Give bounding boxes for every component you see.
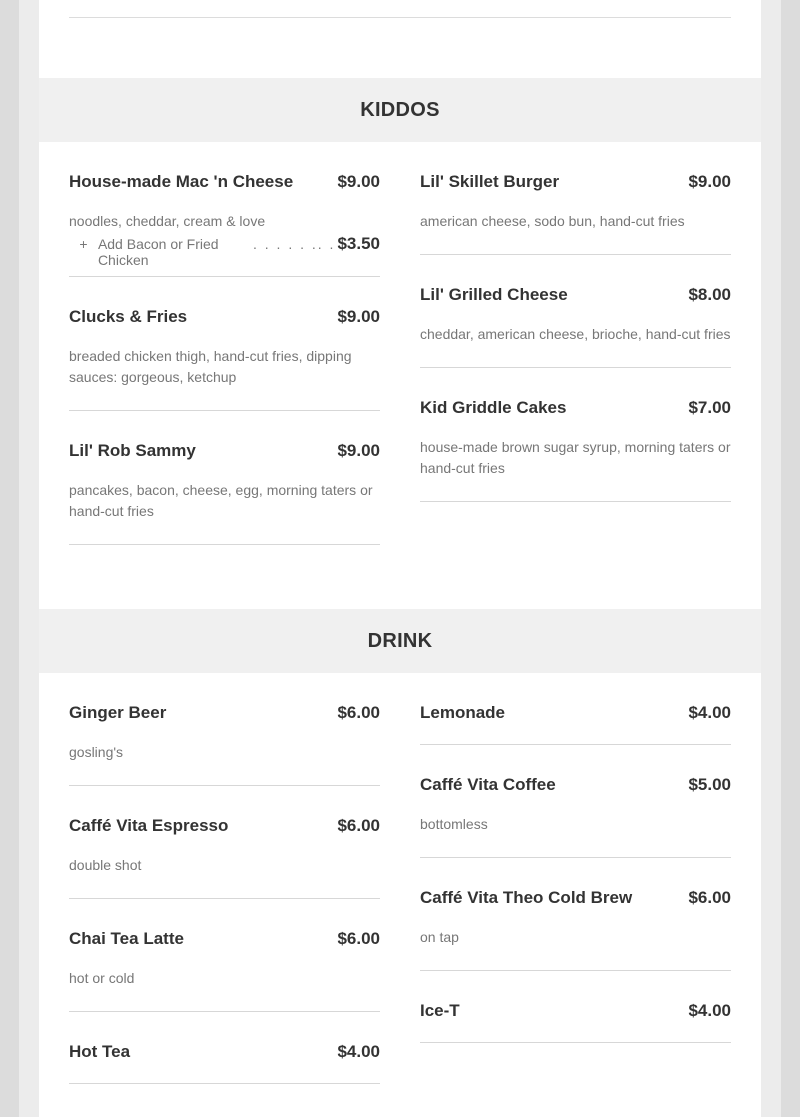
item-price: $9.00	[337, 172, 380, 191]
plus-icon: +	[79, 236, 88, 252]
item-price: $9.00	[337, 307, 380, 326]
item-name: Caffé Vita Coffee	[420, 775, 556, 794]
menu-item-ice-t	[420, 1001, 731, 1043]
menu-item-lemonade	[420, 703, 731, 745]
addon-price: $3.50	[337, 234, 380, 253]
menu-item-theo-cold-brew	[420, 888, 731, 971]
item-description: american cheese, sodo bun, hand-cut fries	[420, 213, 685, 229]
item-description: cheddar, american cheese, brioche, hand-cut fries	[420, 326, 731, 342]
item-name: Caffé Vita Espresso	[69, 816, 229, 835]
item-description: gosling's	[69, 744, 124, 760]
menu-item-lil-skillet-burger	[420, 172, 731, 255]
section-title-drink: DRINK	[39, 609, 761, 673]
item-price: $4.00	[337, 1042, 380, 1061]
item-description: house-made brown sugar syrup, morning taters or hand-cut fries	[420, 439, 731, 476]
item-name: Ginger Beer	[69, 703, 167, 722]
item-name: Ice-T	[420, 1001, 460, 1020]
item-description: breaded chicken thigh, hand-cut fries, dipping sauces: gorgeous, ketchup	[69, 348, 352, 385]
item-price: $6.00	[688, 888, 731, 907]
item-price: $6.00	[337, 703, 380, 722]
item-price: $4.00	[688, 703, 731, 722]
item-price: $5.00	[688, 775, 731, 794]
divider	[69, 17, 731, 18]
menu-item-clucks-fries	[69, 307, 380, 411]
previous-section-card	[39, 0, 761, 78]
item-addon	[69, 234, 380, 268]
item-description: double shot	[69, 857, 142, 873]
item-price: $6.00	[337, 929, 380, 948]
item-price: $7.00	[688, 398, 731, 417]
item-name: Kid Griddle Cakes	[420, 398, 567, 417]
addon-label: Add Bacon or Fried Chicken	[97, 236, 219, 268]
item-description: bottomless	[420, 816, 488, 832]
menu-item-caffe-vita-espresso	[69, 816, 380, 899]
menu-item-chai-tea-latte	[69, 929, 380, 1012]
menu-item-ginger-beer	[69, 703, 380, 786]
menu-item-kid-griddle-cakes	[420, 398, 731, 502]
item-name: Hot Tea	[69, 1042, 131, 1061]
item-name: Caffé Vita Theo Cold Brew	[420, 888, 633, 907]
item-description: noodles, cheddar, cream & love	[69, 213, 266, 229]
item-name: Lil' Rob Sammy	[69, 441, 196, 460]
item-description: pancakes, bacon, cheese, egg, morning taters or hand-cut fries	[69, 482, 373, 519]
menu-item-caffe-vita-coffee	[420, 775, 731, 858]
item-description: on tap	[420, 929, 459, 945]
menu-item-hot-tea	[69, 1042, 380, 1084]
item-price: $9.00	[337, 441, 380, 460]
item-name: Lil' Grilled Cheese	[420, 285, 568, 304]
addon-dot-leader: . . . . . .. .	[252, 236, 336, 252]
item-price: $9.00	[688, 172, 731, 191]
item-name: Lemonade	[420, 703, 506, 722]
item-price: $8.00	[688, 285, 731, 304]
menu-item-lil-rob-sammy	[69, 441, 380, 545]
item-name: Lil' Skillet Burger	[420, 172, 560, 191]
item-name: Chai Tea Latte	[69, 929, 184, 948]
section-title-kiddos: KIDDOS	[39, 78, 761, 142]
menu-item-mac-n-cheese	[69, 172, 380, 277]
menu-item-lil-grilled-cheese	[420, 285, 731, 368]
item-price: $4.00	[688, 1001, 731, 1020]
item-name: Clucks & Fries	[69, 307, 188, 326]
item-description: hot or cold	[69, 970, 135, 986]
item-name: House-made Mac 'n Cheese	[69, 172, 294, 191]
item-price: $6.00	[337, 816, 380, 835]
